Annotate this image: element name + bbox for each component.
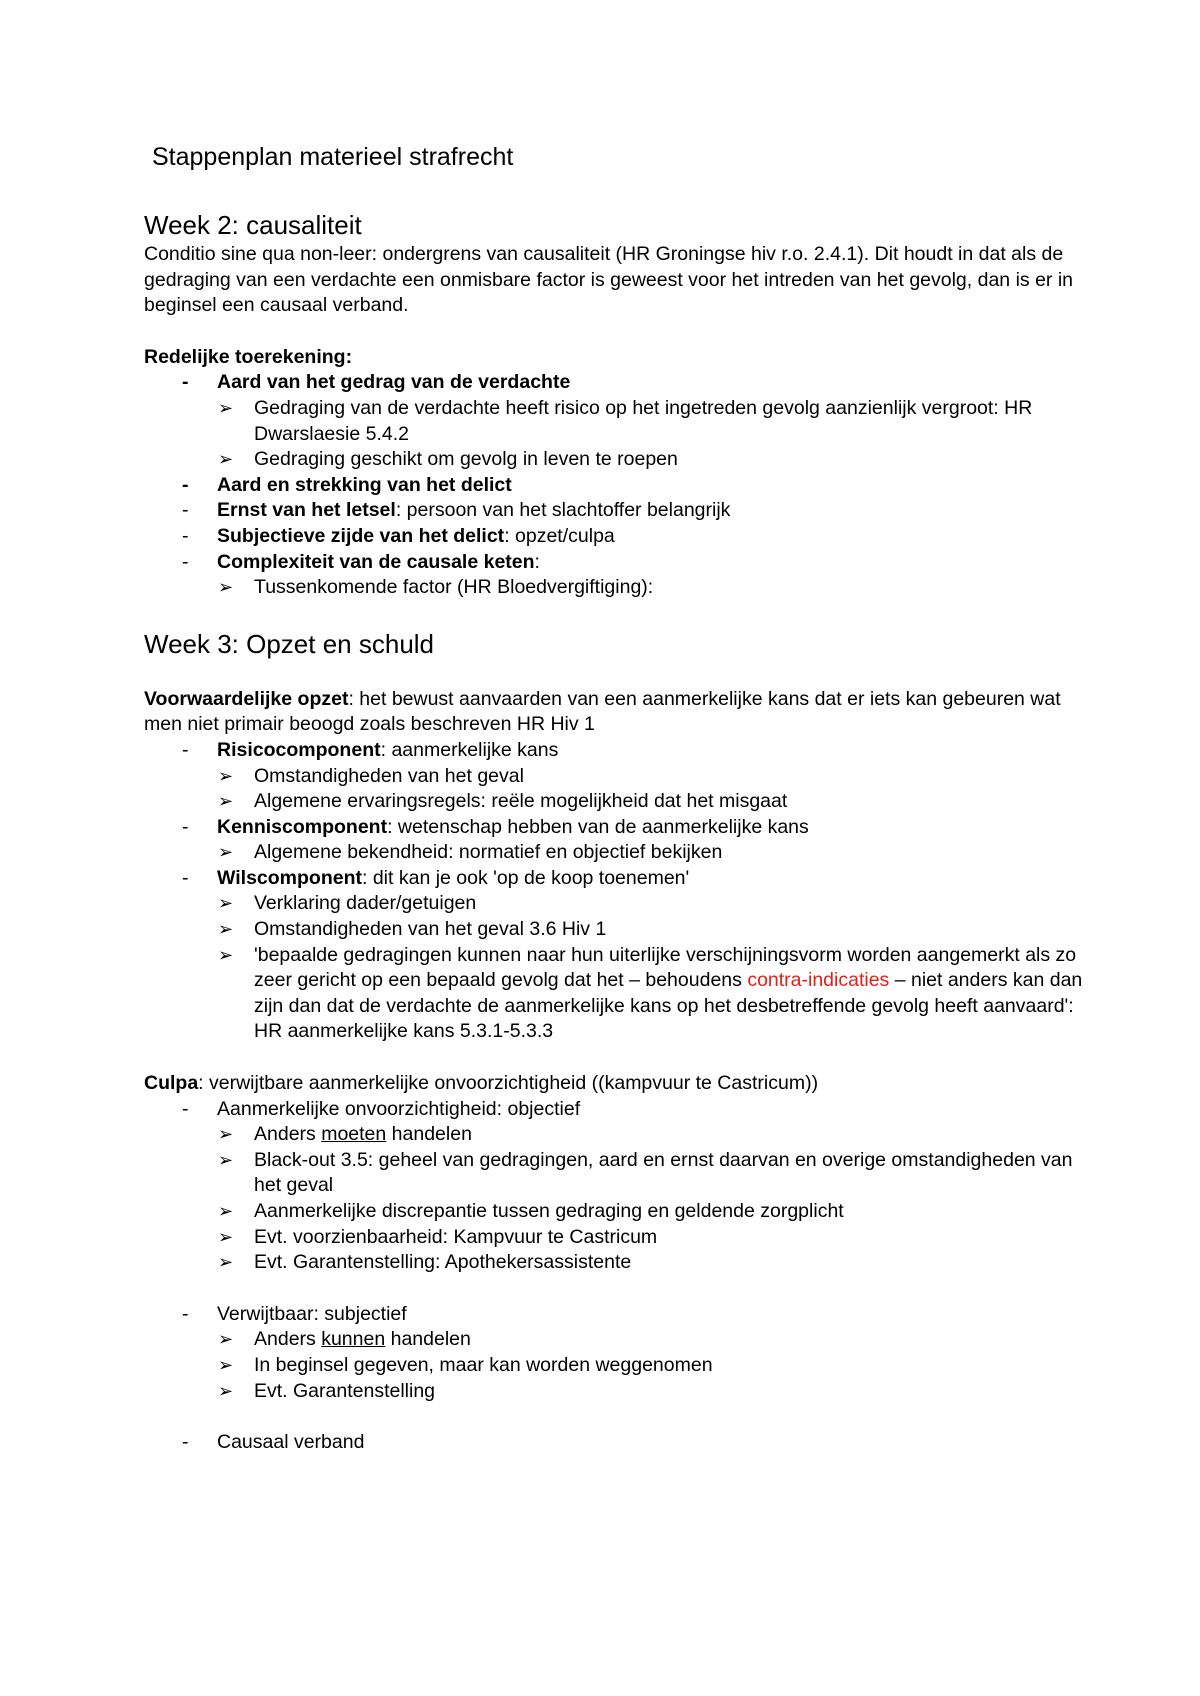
vw-opzet-paragraph: Voorwaardelijke opzet: het bewust aanvaarden van een aanmerkelijke kans dat er iets kan gebeuren wat men niet primair beoogd zoals beschreven HR Hiv 1 [144, 687, 1061, 736]
list-item: ➢ Anders kunnen handelen [144, 1327, 1084, 1353]
arrow-bullet-icon: ➢ [218, 449, 234, 470]
page-title: Stappenplan materieel strafrecht [152, 143, 514, 171]
culpa-list [144, 1097, 1084, 1276]
arrow-bullet-icon: ➢ [218, 397, 234, 418]
arrow-bullet-icon: ➢ [218, 893, 234, 914]
list-item: ➢ Black-out 3.5: geheel van gedragingen, aard en ernst daarvan en overige omstandigheden van het geval [218, 1148, 1073, 1197]
list-item: ➢ Gedraging van de verdachte heeft risico op het ingetreden gevolg aanzienlijk vergroot: HR Dwarslaesie 5.4.2 [218, 396, 1033, 445]
arrow-bullet-icon: ➢ [218, 1354, 234, 1375]
list-item: ➢ Evt. Garantenstelling: Apothekersassistente [144, 1250, 1084, 1276]
week3-heading: Week 3: Opzet en schuld [144, 628, 435, 659]
list-item: ➢ 'bepaalde gedragingen kunnen naar hun uiterlijke verschijningsvorm worden aangemerkt als zo zeer gericht op een bepaald gevolg dat het – behoudens contra-indicaties – niet anders kan dan zijn dan dat de verdachte de aanmerkelijke kans op het desbetreffende gevolg heeft aanvaard': HR aanmerkelijke kans 5.3.1-5.3.3 [218, 943, 1083, 1043]
arrow-bullet-icon: ➢ [218, 1201, 234, 1221]
arrow-bullet-icon: ➢ [218, 1329, 234, 1350]
toerekening-label: Redelijke toerekening: [144, 345, 353, 368]
list-item: - Aard en strekking van het delict [182, 473, 512, 496]
list-item: - Kenniscomponent: wetenschap hebben van de aanmerkelijke kans [182, 815, 809, 838]
culpa-paragraph: Culpa: verwijtbare aanmerkelijke onvoorzichtigheid ((kampvuur te Castricum)) [144, 1072, 819, 1095]
list-item: ➢ Tussenkomende factor (HR Bloedvergiftiging): [144, 575, 1084, 601]
list-item: ➢ Aanmerkelijke discrepantie tussen gedraging en geldende zorgplicht [144, 1199, 1084, 1225]
document-page [144, 140, 1084, 1456]
list-item: - Risicocomponent: aanmerkelijke kans [182, 738, 559, 761]
verwijtbaar-list [144, 1302, 1084, 1404]
list-item: - Causaal verband [182, 1431, 365, 1454]
week2-heading: Week 2: causaliteit [144, 210, 362, 240]
arrow-bullet-icon: ➢ [218, 919, 234, 940]
list-item: ➢ Omstandigheden van het geval 3.6 Hiv 1 [144, 917, 1084, 943]
arrow-bullet-icon: ➢ [218, 1124, 234, 1145]
list-item: ➢ In beginsel gegeven, maar kan worden weggenomen [144, 1353, 1084, 1379]
opzet-list [144, 738, 1084, 1045]
list-item: - Aard van het gedrag van de verdachte [182, 371, 571, 394]
list-item: ➢ Anders moeten handelen [144, 1122, 1084, 1148]
arrow-bullet-icon: ➢ [218, 765, 234, 786]
arrow-bullet-icon: ➢ [218, 577, 234, 598]
arrow-bullet-icon: ➢ [218, 1252, 234, 1273]
list-item: - Wilscomponent: dit kan je ook 'op de koop toenemen' [182, 866, 690, 889]
arrow-bullet-icon: ➢ [218, 1149, 234, 1170]
toerekening-list [144, 370, 1084, 600]
list-item: ➢ Verklaring dader/getuigen [144, 891, 1084, 917]
list-item: ➢ Evt. voorzienbaarheid: Kampvuur te Castricum [144, 1225, 1084, 1251]
week2-intro: Conditio sine qua non-leer: ondergrens van causaliteit (HR Groningse hiv r.o. 2.4.1). Dit houdt in dat als de gedraging van een verdachte een onmisbare factor is geweest voor het intreden van het gevolg, dan is er in beginsel een causaal verband. [144, 243, 1074, 317]
arrow-bullet-icon: ➢ [218, 944, 234, 965]
arrow-bullet-icon: ➢ [218, 791, 234, 812]
list-item: ➢ Algemene bekendheid: normatief en objectief bekijken [144, 840, 1084, 866]
list-item: - Ernst van het letsel: persoon van het slachtoffer belangrijk [182, 499, 731, 522]
arrow-bullet-icon: ➢ [218, 1380, 234, 1401]
arrow-bullet-icon: ➢ [218, 1226, 234, 1247]
arrow-bullet-icon: ➢ [218, 842, 234, 863]
list-item: - Verwijtbaar: subjectief [182, 1302, 407, 1325]
list-item: ➢ Omstandigheden van het geval [144, 764, 1084, 790]
list-item: - Complexiteit van de causale keten: [182, 550, 540, 573]
causaal-list [144, 1430, 1084, 1456]
list-item: ➢ Algemene ervaringsregels: reële mogelijkheid dat het misgaat [144, 789, 1084, 815]
list-item: - Subjectieve zijde van het delict: opzet/culpa [182, 524, 615, 547]
list-item: - Aanmerkelijke onvoorzichtigheid: objectief [182, 1097, 581, 1120]
list-item: ➢ Evt. Garantenstelling [144, 1379, 1084, 1405]
contra-indicaties-highlight: contra-indicaties [747, 969, 890, 992]
list-item: ➢ Gedraging geschikt om gevolg in leven te roepen [144, 447, 1084, 473]
